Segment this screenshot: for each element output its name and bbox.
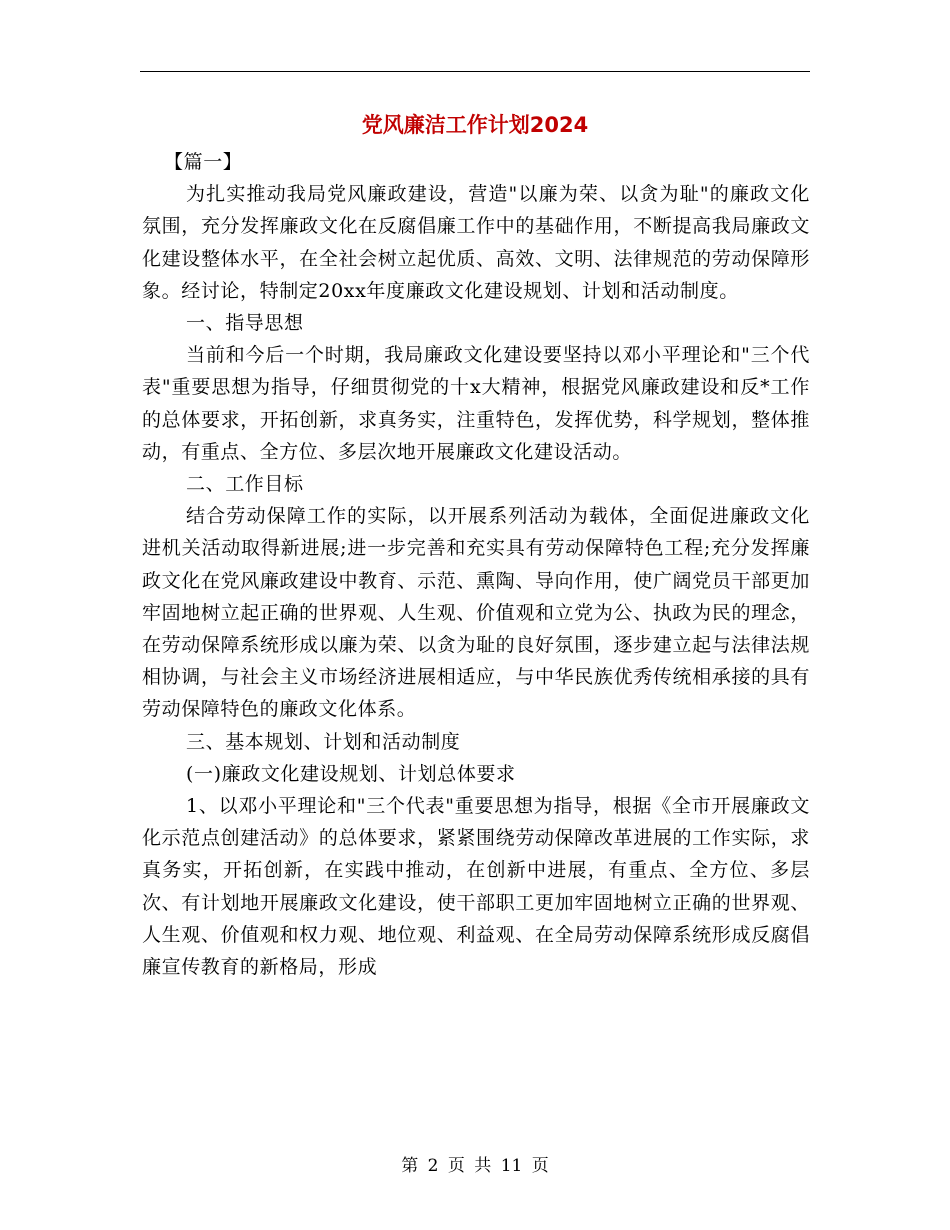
page-number: 第 2 页 共 11 页: [401, 1156, 549, 1176]
heading-basic-plan: 三、基本规划、计划和活动制度: [186, 730, 461, 753]
paragraph-intro: 为扎实推动我局党风廉政建设，营造"以廉为荣、以贪为耻"的廉政文化氛围，充分发挥廉政文化在反腐倡廉工作中的基础作用，不断提高我局廉政文化建设整体水平，在全社会树立起优质、高效、文明、法律规范的劳动保障形象。经讨论，特制定20xx年度廉政文化建设规划、计划和活动制度。: [142, 183, 810, 302]
document-title: 党风廉洁工作计划2024: [361, 113, 589, 137]
paragraph-work-goals: 结合劳动保障工作的实际，以开展系列活动为载体，全面促进廉政文化进机关活动取得新进展;进一步完善和充实具有劳动保障特色工程;充分发挥廉政文化在党风廉政建设中教育、示范、熏陶、导向作用，使广阔党员干部更加牢固地树立起正确的世界观、人生观、价值观和立党为公、执政为民的理念，在劳动保障系统形成以廉为荣、以贪为耻的良好氛围，逐步建立起与法律法规相协调，与社会主义市场经济进展相适应，与中华民族优秀传统相承接的具有劳动保障特色的廉政文化体系。: [142, 505, 810, 721]
section-marker: 【篇一】: [164, 151, 243, 173]
paragraph-item-1: 1、以邓小平理论和"三个代表"重要思想为指导，根据《全市开展廉政文化示范点创建活动》的总体要求，紧紧围绕劳动保障改革进展的工作实际，求真务实，开拓创新，在实践中推动，在创新中进展，有重点、全方位、多层次、有计划地开展廉政文化建设，使干部职工更加牢固地树立正确的世界观、人生观、价值观和权力观、地位观、利益观、在全局劳动保障系统形成反腐倡廉宣传教育的新格局，形成: [142, 795, 810, 979]
heading-guiding-thought: 一、指导思想: [186, 312, 304, 335]
header-rule: [140, 71, 810, 72]
document-body: [142, 146, 810, 983]
subheading-overall-requirements: (一)廉政文化建设规划、计划总体要求: [186, 762, 516, 785]
heading-work-goals: 二、工作目标: [186, 473, 304, 496]
paragraph-guiding-thought: 当前和今后一个时期，我局廉政文化建设要坚持以邓小平理论和"三个代表"重要思想为指导，仔细贯彻党的十x大精神，根据党风廉政建设和反*工作的总体要求，开拓创新，求真务实，注重特色，发挥优势，科学规划，整体推动，有重点、全方位、多层次地开展廉政文化建设活动。: [142, 344, 810, 463]
